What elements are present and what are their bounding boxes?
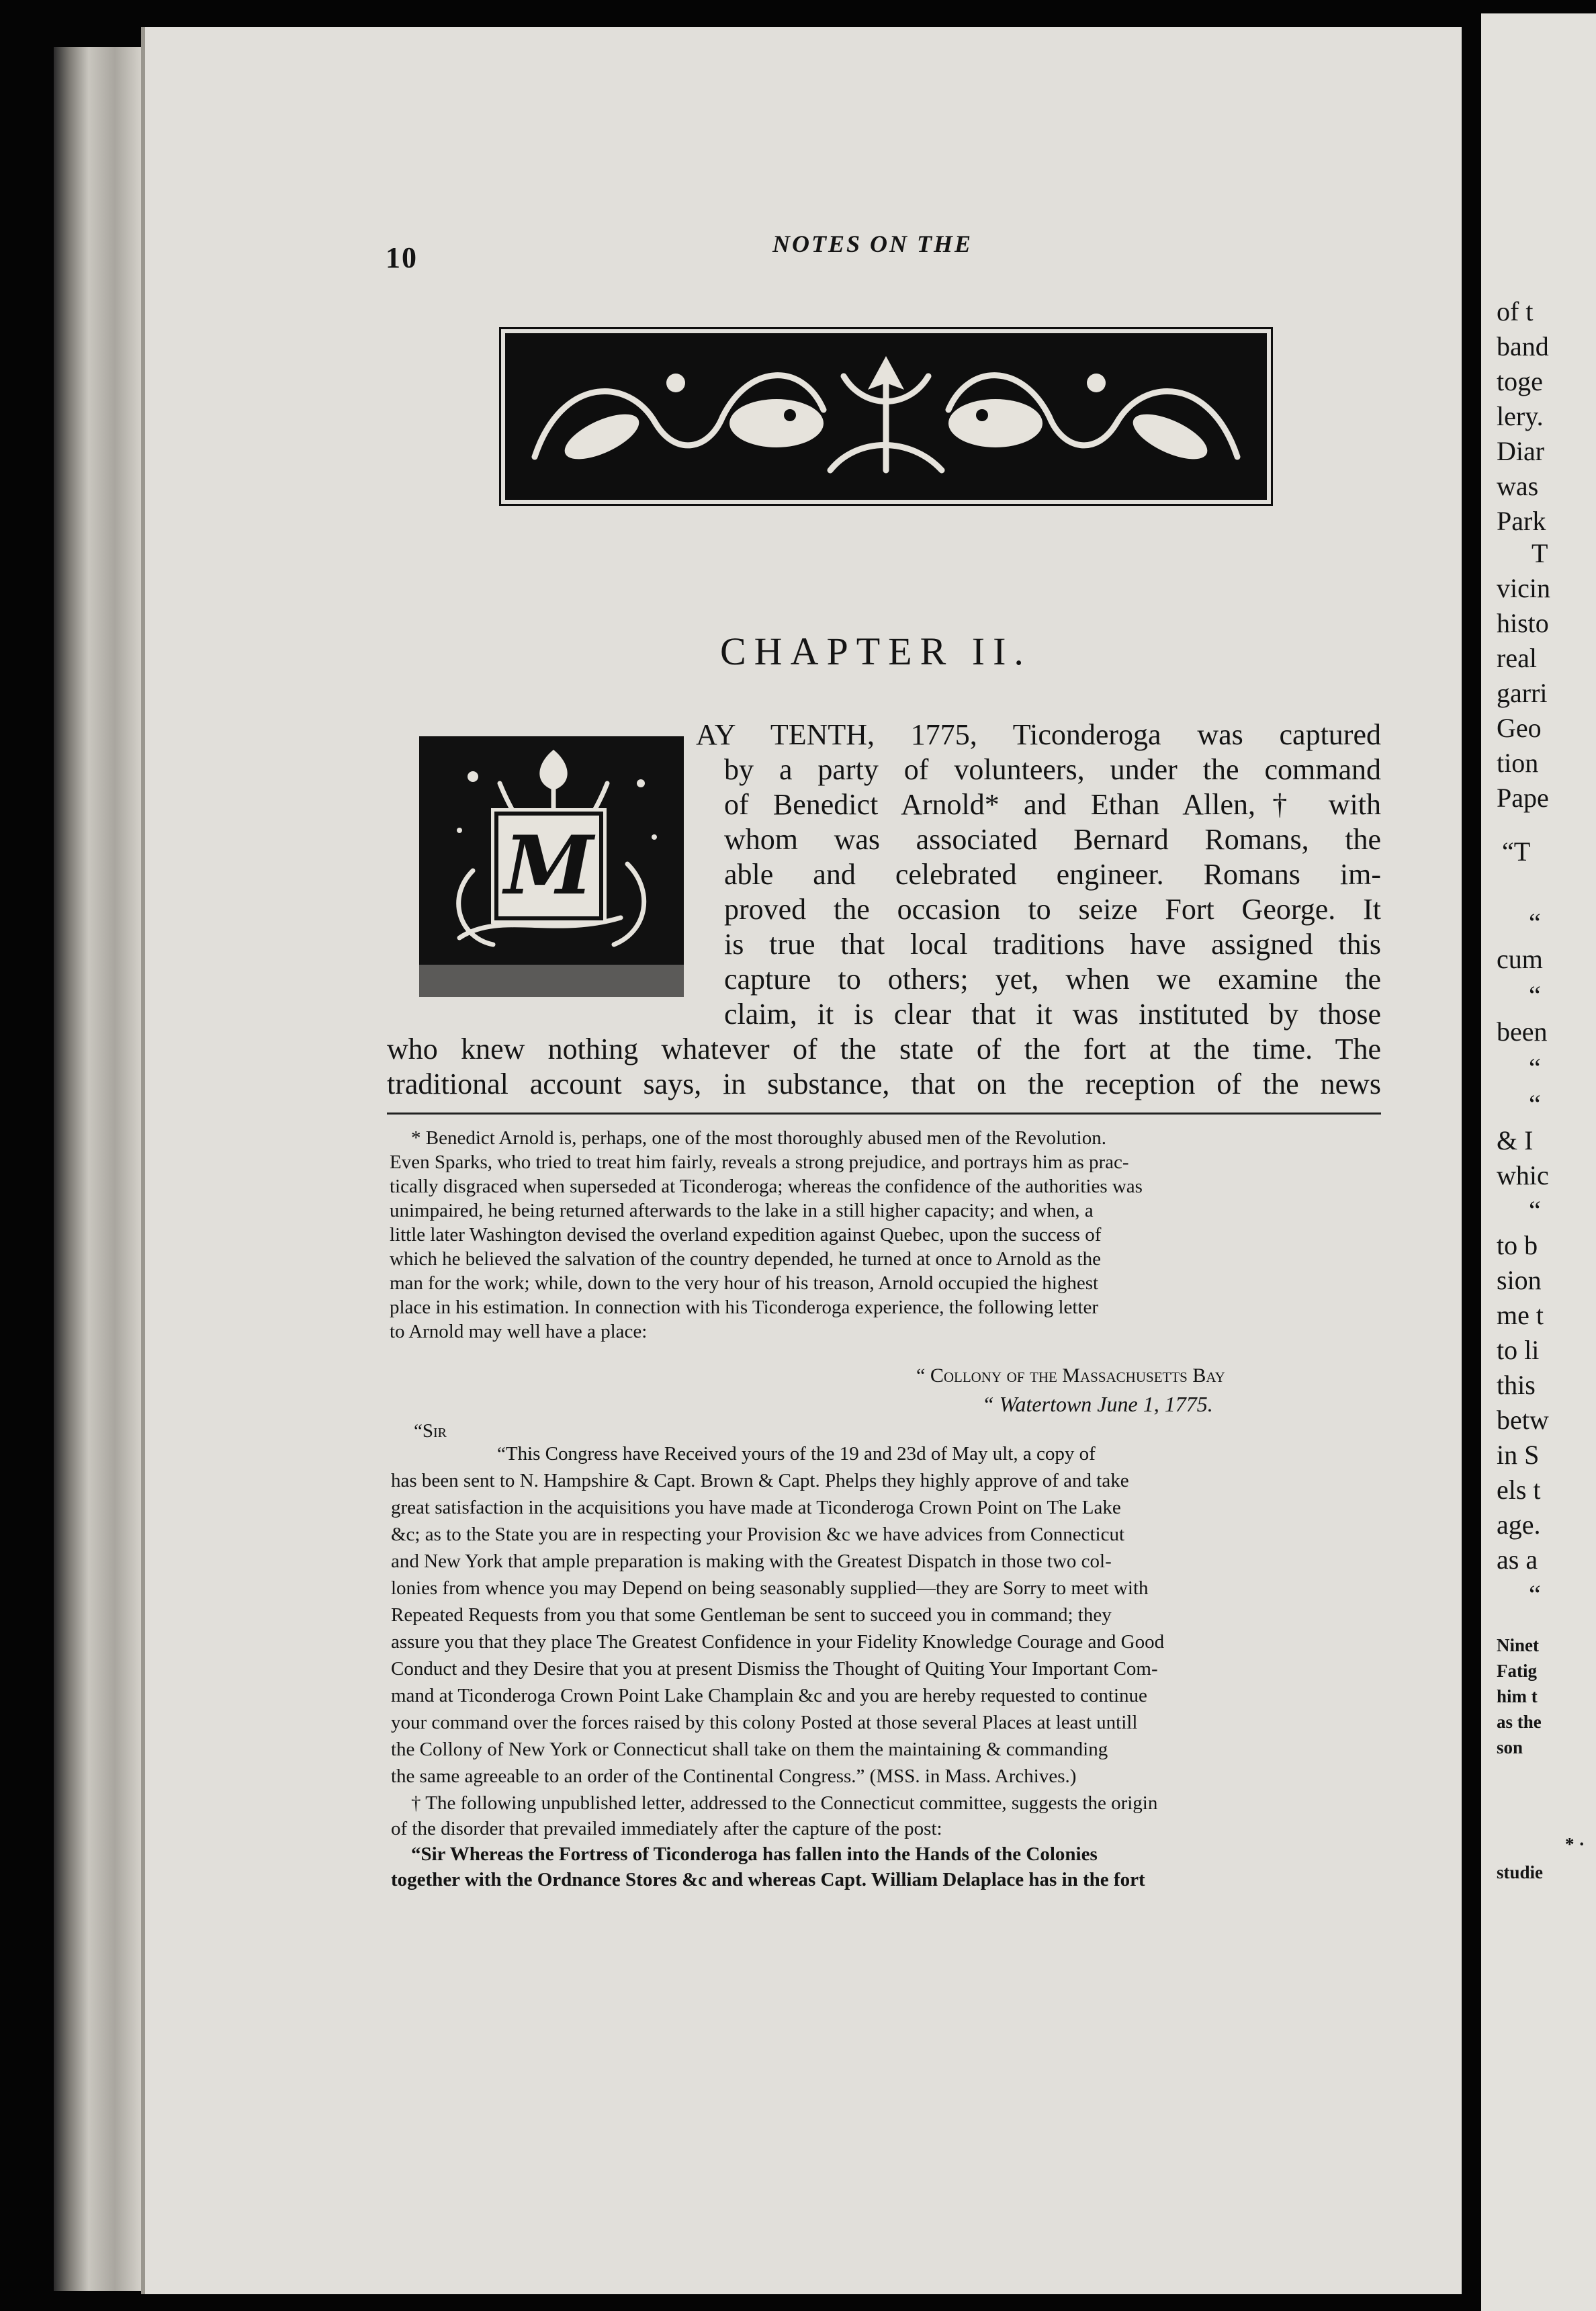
- letter-line: the same agreeable to an order of the Continental Congress.” (MSS. in Mass. Archives.): [391, 1765, 1077, 1787]
- footnote-rule: [387, 1113, 1381, 1115]
- right-page-line: garri: [1497, 678, 1548, 708]
- body-line: claim, it is clear that it was instituted by those: [724, 998, 1381, 1031]
- right-page-line: & I: [1497, 1125, 1534, 1156]
- letter-line: and New York that ample preparation is making with the Greatest Dispatch in those two col-: [391, 1551, 1112, 1572]
- right-page-line: to li: [1497, 1335, 1540, 1365]
- right-page-footnote-line: as the: [1497, 1712, 1542, 1732]
- right-page-line: vicin: [1497, 573, 1550, 603]
- footnote-line: little later Washington devised the overland expedition against Quebec, upon the success of: [390, 1224, 1102, 1246]
- right-page-line: band: [1497, 331, 1549, 361]
- decorated-initial: [419, 736, 684, 997]
- right-page-line: in S: [1497, 1440, 1540, 1470]
- letter-line: the Collony of New York or Connecticut shall take on them the maintaining & commanding: [391, 1739, 1108, 1760]
- right-page-line: as a: [1497, 1544, 1538, 1575]
- letter-salutation: “Sir: [414, 1420, 447, 1442]
- letter-line: mand at Ticonderoga Crown Point Lake Champlain &c and you are hereby requested to continue: [391, 1685, 1147, 1706]
- letter-line: has been sent to N. Hampshire & Capt. Brown & Capt. Phelps they highly approve of and take: [391, 1470, 1129, 1491]
- footnote-line: † The following unpublished letter, addressed to the Connecticut committee, suggests the origin: [411, 1792, 1158, 1814]
- right-page-line: toge: [1497, 366, 1543, 396]
- letter-line: “This Congress have Received yours of the 19 and 23d of May ult, a copy of: [497, 1443, 1096, 1465]
- right-page-line: me t: [1497, 1300, 1544, 1330]
- right-page-line: “: [1529, 1579, 1541, 1610]
- body-line: traditional account says, in substance, that on the reception of the news: [387, 1067, 1381, 1100]
- letter-colony: “ Collony of the Massachusetts Bay: [916, 1364, 1225, 1387]
- body-line: is true that local traditions have assigned this: [724, 928, 1381, 961]
- right-page-footnote-line: Fatig: [1497, 1661, 1537, 1681]
- right-page-line: Park: [1497, 506, 1546, 536]
- right-page-line: cum: [1497, 944, 1543, 974]
- letter-line: Conduct and they Desire that you at present Dismiss the Thought of Quiting Your Important Com-: [391, 1658, 1158, 1680]
- right-page-line: this: [1497, 1370, 1536, 1400]
- right-page-line: lery.: [1497, 401, 1544, 431]
- right-page-footnote-line: him t: [1497, 1686, 1538, 1706]
- right-page-footnote-line: * ·: [1565, 1834, 1585, 1854]
- right-page-line: “T: [1502, 836, 1531, 867]
- body-line: whom was associated Bernard Romans, the: [724, 823, 1381, 856]
- page-edge: [54, 47, 141, 2291]
- footnote-line: Even Sparks, who tried to treat him fairly, reveals a strong prejudice, and portrays him as prac-: [390, 1151, 1129, 1173]
- footnote-line: place in his estimation. In connection with his Ticonderoga experience, the following letter: [390, 1297, 1099, 1318]
- letter-line: your command over the forces raised by this colony Posted at those several Places at least untill: [391, 1712, 1138, 1733]
- right-page-footnote-line: Ninet: [1497, 1635, 1539, 1655]
- right-page-line: betw: [1497, 1405, 1549, 1435]
- body-line: of Benedict Arnold* and Ethan Allen,† with: [724, 788, 1381, 821]
- right-page-line: els t: [1497, 1475, 1541, 1505]
- right-page-line: was: [1497, 471, 1539, 501]
- right-page-line: “: [1529, 1089, 1541, 1119]
- scroll-ornament-icon: [508, 336, 1264, 497]
- drop-cap-letter: M: [504, 818, 594, 913]
- right-page-line: “: [1529, 1053, 1541, 1083]
- footnote-line: man for the work; while, down to the very hour of his treason, Arnold occupied the highest: [390, 1272, 1099, 1294]
- right-page-line: “: [1529, 980, 1541, 1010]
- right-page-line: sion: [1497, 1265, 1542, 1295]
- body-line: by a party of volunteers, under the command: [724, 753, 1381, 786]
- right-page-line: histo: [1497, 608, 1549, 638]
- letter-line: Repeated Requests from you that some Gentleman be sent to succeed you in command; they: [391, 1604, 1112, 1626]
- right-page-line: Diar: [1497, 436, 1545, 466]
- right-page-line: real: [1497, 643, 1537, 673]
- right-page-line: been: [1497, 1016, 1548, 1047]
- footnote-line: tically disgraced when superseded at Ticonderoga; whereas the confidence of the authorities was: [390, 1176, 1143, 1197]
- drop-cap-box: [494, 812, 603, 920]
- right-page-line: age.: [1497, 1510, 1541, 1540]
- footnote-line: which he believed the salvation of the country depended, he turned at once to Arnold as the: [390, 1248, 1101, 1270]
- chapter-title: CHAPTER II.: [720, 629, 1032, 673]
- right-page-line: to b: [1497, 1230, 1538, 1260]
- letter-line: assure you that they place The Greatest Confidence in your Fidelity Knowledge Courage and Good: [391, 1631, 1165, 1653]
- running-head: NOTES ON THE: [772, 230, 973, 257]
- right-page-line: tion: [1497, 748, 1539, 778]
- footnote-line: unimpaired, he being returned afterwards to the lake in a still higher capacity; and when, a: [390, 1200, 1094, 1221]
- right-page-line: of t: [1497, 296, 1534, 326]
- right-page-footnote-line: studie: [1497, 1862, 1544, 1882]
- footnote-line: to Arnold may well have a place:: [390, 1321, 648, 1342]
- body-line: capture to others; yet, when we examine the: [724, 963, 1381, 996]
- letter-line: great satisfaction in the acquisitions you have made at Ticonderoga Crown Point on The Lake: [391, 1497, 1121, 1518]
- right-page-footnote-line: son: [1497, 1737, 1523, 1757]
- letter-line: &c; as to the State you are in respecting your Provision &c we have advices from Connecticut: [391, 1524, 1125, 1545]
- right-page-line: whic: [1497, 1160, 1549, 1190]
- right-page-line: Geo: [1497, 713, 1542, 743]
- body-line: proved the occasion to seize Fort George. It: [724, 893, 1381, 926]
- right-page-line: Pape: [1497, 783, 1549, 813]
- letter-line: lonies from whence you may Depend on being seasonably supplied—they are Sorry to meet with: [391, 1577, 1149, 1599]
- body-line: AY TENTH, 1775, Ticonderoga was captured: [696, 718, 1381, 751]
- right-page-line: “: [1529, 908, 1541, 938]
- footnote-line: * Benedict Arnold is, perhaps, one of the most thoroughly abused men of the Revolution.: [411, 1127, 1106, 1149]
- right-page-line: T: [1532, 538, 1548, 568]
- ornamental-headpiece: [505, 333, 1267, 500]
- footnote-line: of the disorder that prevailed immediately after the capture of the post:: [391, 1818, 942, 1839]
- letter-place-date: “ Watertown June 1, 1775.: [982, 1392, 1213, 1416]
- right-page-line: “: [1529, 1195, 1541, 1225]
- footnote-line: “Sir Whereas the Fortress of Ticonderoga has fallen into the Hands of the Colonies: [411, 1843, 1098, 1865]
- footnote-line: together with the Ordnance Stores &c and whereas Capt. William Delaplace has in the fort: [391, 1869, 1145, 1890]
- body-line: who knew nothing whatever of the state of the fort at the time. The: [387, 1033, 1381, 1065]
- page-number: 10: [386, 241, 418, 274]
- body-line: able and celebrated engineer. Romans im-: [724, 858, 1381, 891]
